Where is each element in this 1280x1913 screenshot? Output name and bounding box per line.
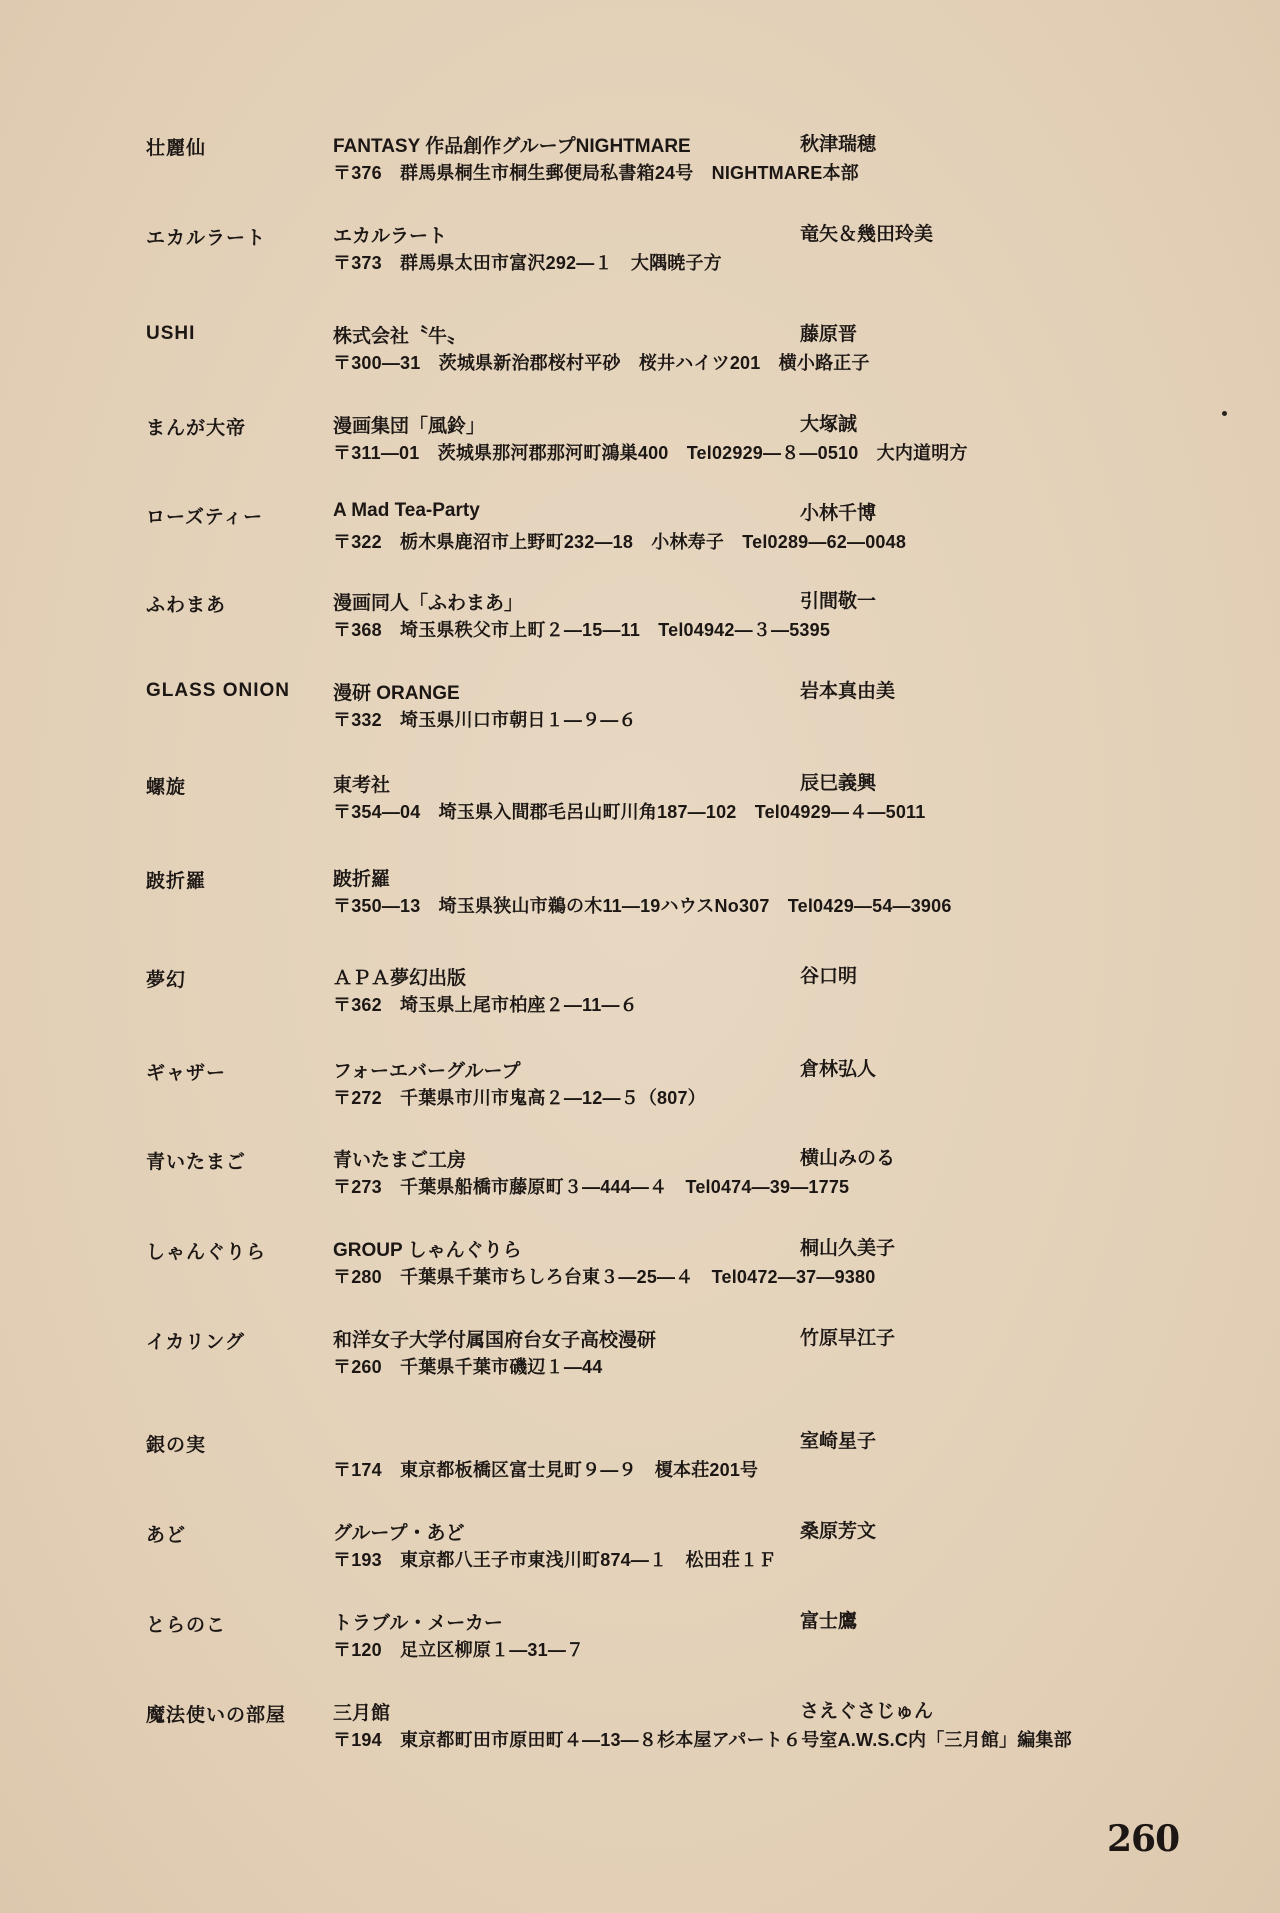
entry [0,133,1280,203]
circle-name: ふわまあ [146,595,227,616]
representative: 小林千博 [800,503,877,524]
group-name: 漫画同人「ふわまあ」 [333,593,524,614]
circle-name: ローズティー [146,507,264,528]
circle-name: あど [146,1525,187,1546]
entry [0,1237,1280,1307]
entry [0,772,1280,842]
address: 〒120 足立区柳原１―31―７ [333,1640,585,1660]
entry [0,866,1280,936]
circle-name: 魔法使いの部屋 [146,1705,287,1726]
circle-name: 壮麗仙 [146,138,207,159]
address: 〒260 千葉県千葉市磯辺１―44 [333,1357,603,1377]
entry [0,502,1280,572]
entry [0,590,1280,660]
entry [0,680,1280,750]
representative: 大塚誠 [800,414,858,435]
group-name: 株式会社〝牛〟 [333,326,467,347]
circle-name: USHI [146,323,196,344]
representative: 谷口明 [800,966,858,987]
circle-name: 螺旋 [146,777,187,798]
entry [0,413,1280,483]
address: 〒194 東京都町田市原田町４―13―８杉本屋アパート６号室A.W.S.C内「三月館」編集部 [333,1730,1072,1750]
entry [0,1430,1280,1500]
page-number: 260 [1107,1818,1180,1860]
circle-name: しゃんぐりら [146,1242,267,1263]
representative: 富士鷹 [800,1611,858,1632]
address: 〒272 千葉県市川市鬼高２―12―５（807） [333,1088,706,1108]
representative: 竜矢＆幾田玲美 [800,224,934,245]
entry [0,1520,1280,1590]
address: 〒368 埼玉県秩父市上町２―15―11 Tel04942―３―5395 [333,620,831,640]
circle-name: まんが大帝 [146,418,247,439]
address: 〒174 東京都板橋区富士見町９―９ 榎本荘201号 [333,1460,759,1480]
representative: 辰巳義興 [800,773,877,794]
group-name: グループ・あど [333,1523,465,1544]
address: 〒280 千葉県千葉市ちしろ台東３―25―４ Tel0472―37―9380 [333,1267,876,1287]
representative: 倉林弘人 [800,1059,877,1080]
entry [0,1058,1280,1128]
representative: 秋津瑞穂 [800,134,877,155]
circle-name: 青いたまご [146,1152,247,1173]
circle-name: 銀の実 [146,1435,207,1456]
group-name: 東考社 [333,775,391,796]
representative: 室崎星子 [800,1431,877,1452]
address: 〒300―31 茨城県新治郡桜村平砂 桜井ハイツ201 横小路正子 [333,353,870,373]
group-name: A Mad Tea-Party [333,500,480,521]
circle-name: 跛折羅 [146,871,207,892]
representative: さえぐさじゅん [800,1701,934,1722]
circle-name: とらのこ [146,1615,227,1636]
entry [0,1147,1280,1217]
address: 〒273 千葉県船橋市藤原町３―444―４ Tel0474―39―1775 [333,1177,850,1197]
group-name: 和洋女子大学付属国府台女子高校漫研 [333,1330,657,1351]
entry [0,965,1280,1035]
address: 〒354―04 埼玉県入間郡毛呂山町川角187―102 Tel04929―４―5011 [333,802,926,822]
address: 〒373 群馬県太田市富沢292―１ 大隅暁子方 [333,253,722,273]
address: 〒193 東京都八王子市東浅川町874―１ 松田荘１Ｆ [333,1550,777,1570]
address: 〒322 栃木県鹿沼市上野町232―18 小林寿子 Tel0289―62―0048 [333,532,907,552]
entry [0,223,1280,293]
group-name: 三月館 [333,1703,391,1724]
entry [0,1700,1280,1770]
group-name: 漫研 ORANGE [333,683,460,704]
circle-name: 夢幻 [146,970,187,991]
address: 〒350―13 埼玉県狭山市鵜の木11―19ハウスNo307 Tel0429―54―3906 [333,896,952,916]
representative: 桑原芳文 [800,1521,877,1542]
representative: 引間敬一 [800,591,877,612]
entry [0,1327,1280,1397]
circle-name: イカリング [146,1332,246,1353]
representative: 岩本真由美 [800,681,896,702]
group-name: GROUP しゃんぐりら [333,1240,522,1261]
group-name: 青いたまご工房 [333,1150,467,1171]
circle-name: エカルラート [146,228,267,249]
circle-name: GLASS ONION [146,680,291,701]
representative: 桐山久美子 [800,1238,896,1259]
address: 〒332 埼玉県川口市朝日１―９―６ [333,710,637,730]
address: 〒311―01 茨城県那河郡那河町鴻巣400 Tel02929―８―0510 大内道明方 [333,443,968,463]
representative: 竹原早江子 [800,1328,896,1349]
ink-speck [1222,411,1227,416]
circle-name: ギャザー [146,1063,227,1084]
address: 〒376 群馬県桐生市桐生郵便局私書箱24号 NIGHTMARE本部 [333,163,859,183]
address: 〒362 埼玉県上尾市柏座２―11―６ [333,995,638,1015]
group-name: FANTASY 作品創作グループNIGHTMARE [333,136,691,157]
group-name: 漫画集団「風鈴」 [333,416,486,437]
entry [0,323,1280,393]
group-name: 跛折羅 [333,869,391,890]
representative: 横山みのる [800,1148,896,1169]
group-name: ＡＰＡ夢幻出版 [333,968,467,989]
group-name: フォーエバーグループ [333,1061,521,1082]
representative: 藤原晋 [800,324,858,345]
entry [0,1610,1280,1680]
group-name: トラブル・メーカー [333,1613,503,1634]
group-name: エカルラート [333,226,448,247]
